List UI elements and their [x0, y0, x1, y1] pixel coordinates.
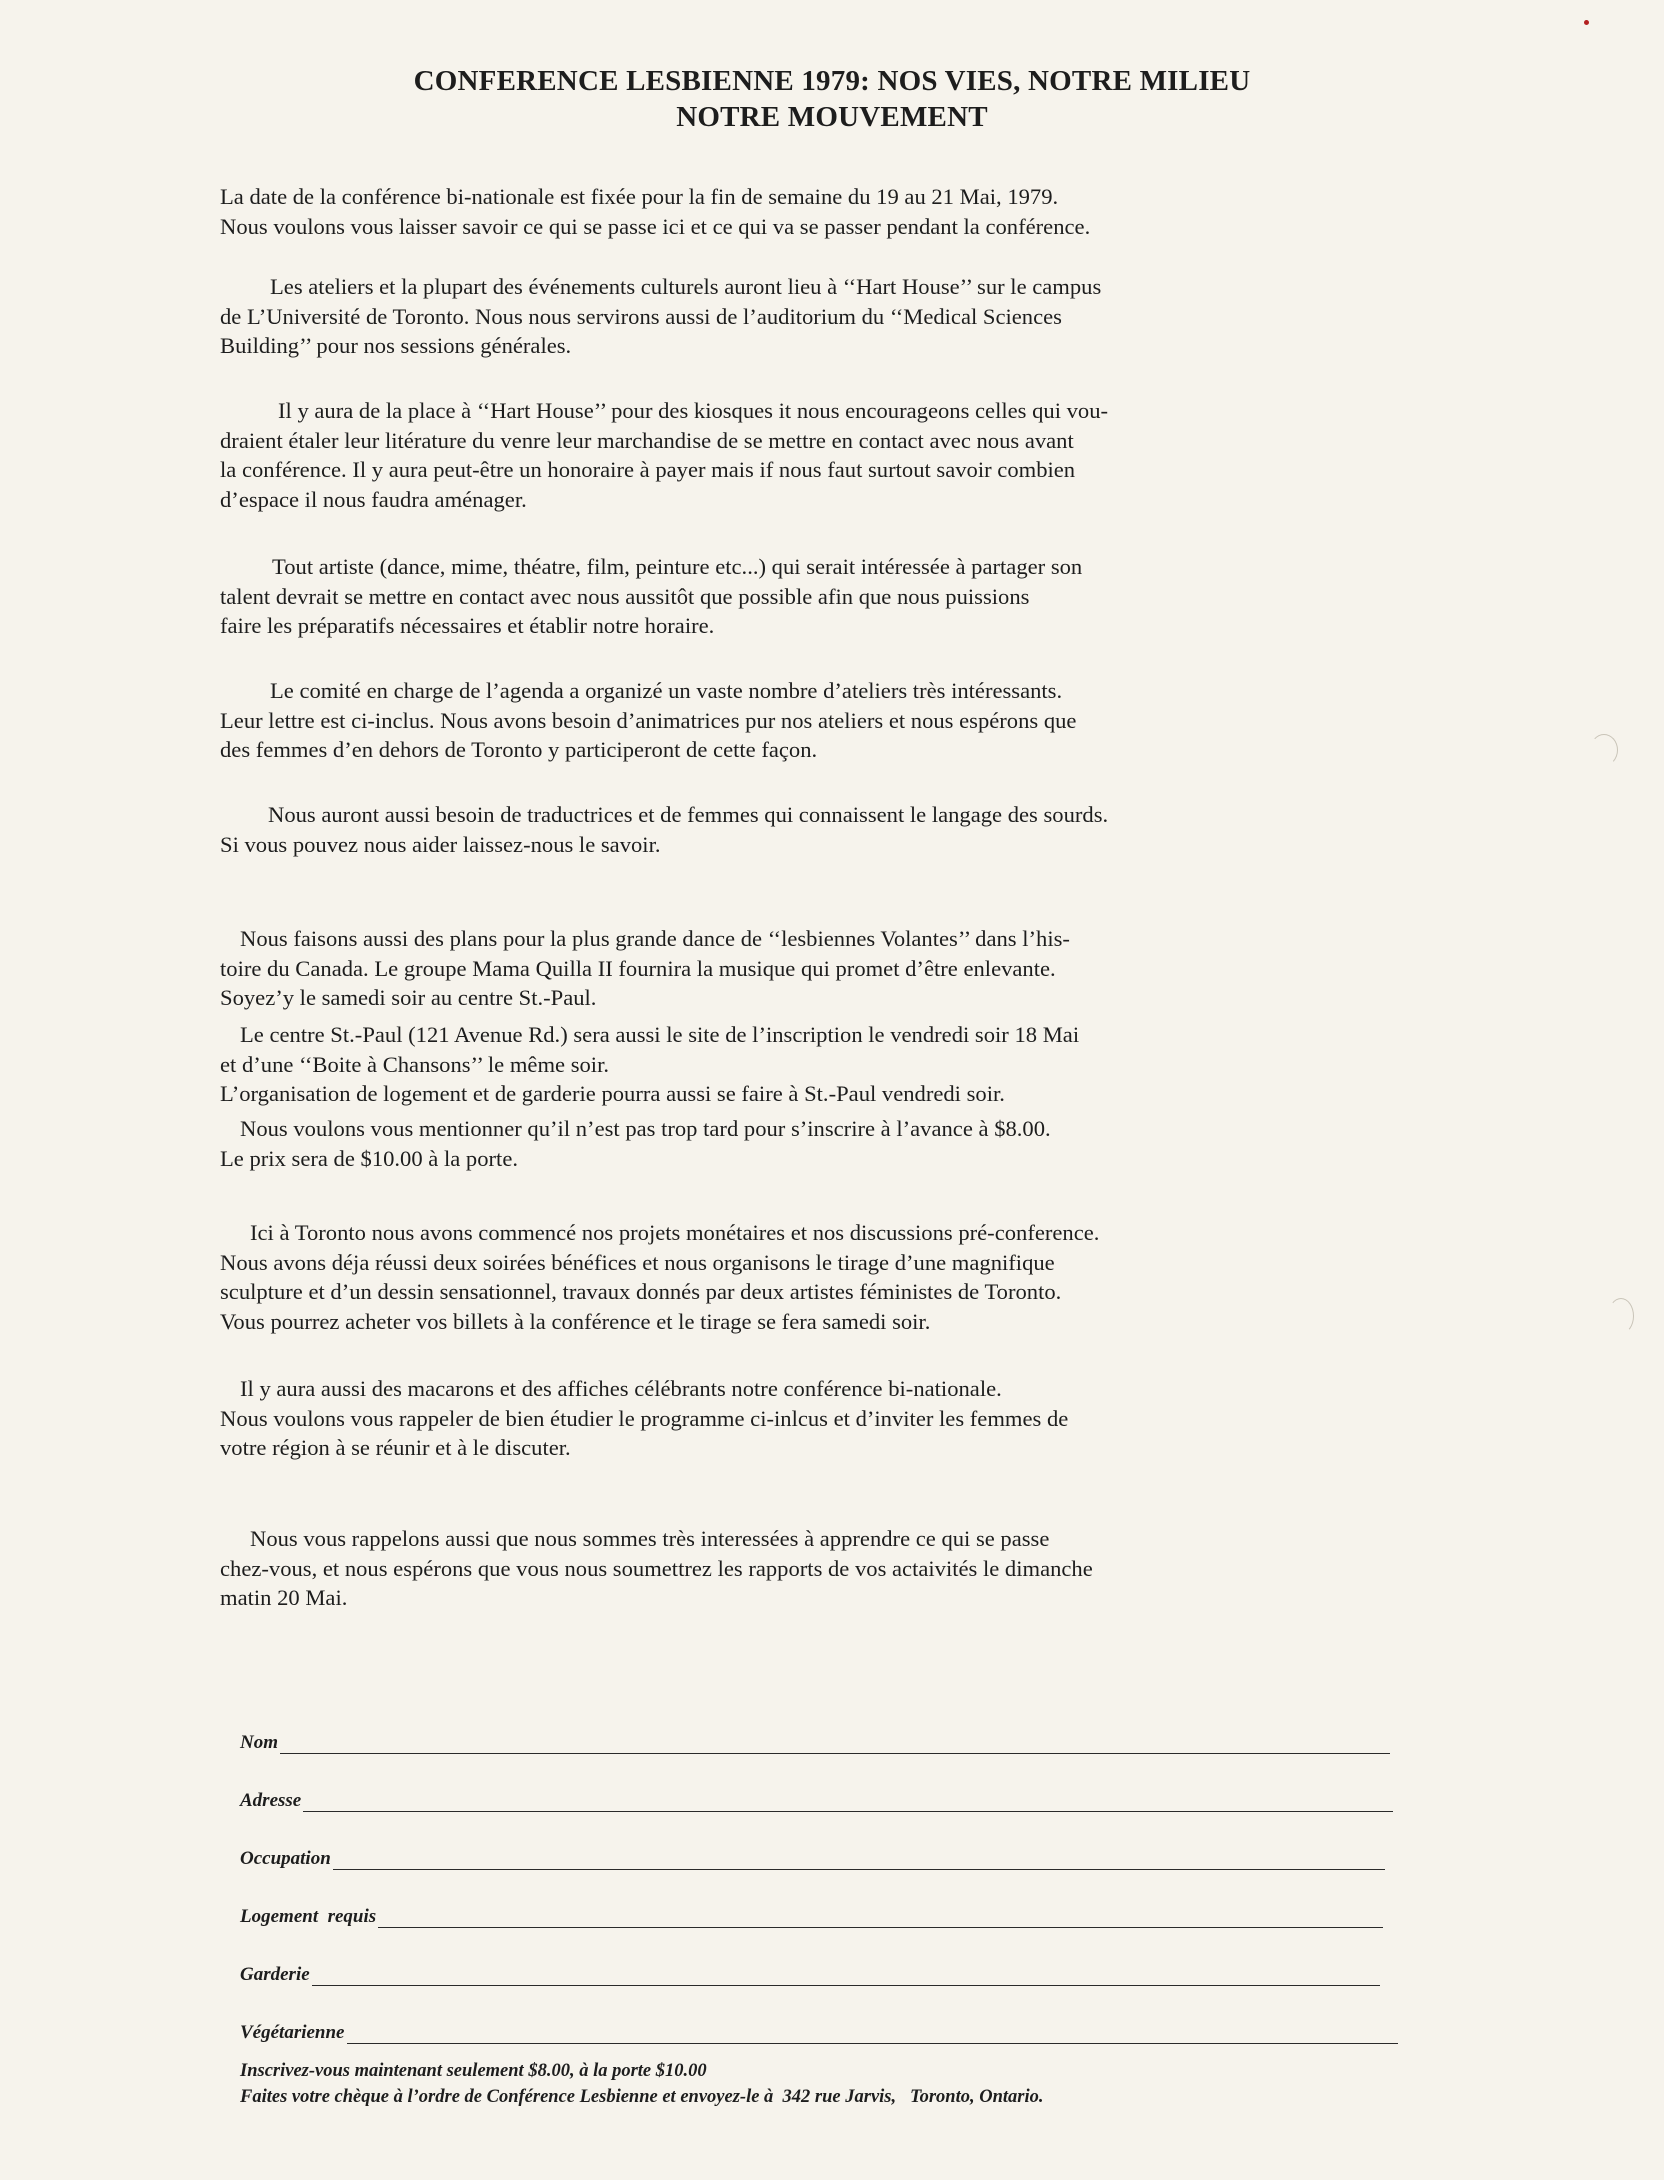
form-row-nom[interactable]	[240, 1720, 1390, 1754]
text-line: toire du Canada. Le groupe Mama Quilla II fournira la musique qui promet d’être enlevante.	[220, 955, 1056, 981]
text-line: Il y aura de la place à ‘‘Hart House’’ pour des kiosques it nous encourageons celles qui vou-	[278, 398, 1109, 423]
text-line: sculpture et d’un dessin sensationnel, travaux donnés par deux artistes féministes de Toronto.	[220, 1279, 1062, 1304]
text-line: Nous faisons aussi des plans pour la plus grande dance de ‘‘lesbiennes Volantes’’ dans l’his-	[240, 926, 1070, 951]
logement-field[interactable]	[378, 1903, 1383, 1928]
form-label-logement: Logement requis	[240, 1906, 377, 1927]
text-line: votre région à se réunir et à le discuter.	[220, 1435, 571, 1460]
paragraph-dance	[220, 924, 1390, 1013]
form-label-adresse: Adresse	[240, 1790, 302, 1811]
nom-field[interactable]	[280, 1729, 1390, 1754]
text-line: La date de la conférence bi-nationale est fixée pour la fin de semaine du 19 au 21 Mai, 1979.	[220, 184, 1059, 209]
paragraph-artists	[220, 552, 1390, 641]
text-line: Leur lettre est ci-inclus. Nous avons besoin d’animatrices pur nos ateliers et nous espérons que	[220, 707, 1077, 733]
text-line: de L’Université de Toronto. Nous nous servirons aussi de l’auditorium du ‘‘Medical Sciences	[220, 303, 1062, 329]
text-line: chez-vous, et nous espérons que vous nous soumettrez les rapports de vos actaivités le dimanche	[220, 1555, 1093, 1581]
text-line: Nous avons déja réussi deux soirées bénéfices et nous organisons le tirage d’une magnifique	[220, 1249, 1055, 1275]
text-line: Nous vous rappelons aussi que nous sommes très interessées à apprendre ce qui se passe	[250, 1526, 1050, 1551]
text-line: d’espace il nous faudra aménager.	[220, 486, 527, 512]
text-line: Vous pourrez acheter vos billets à la conférence et le tirage se fera samedi soir.	[220, 1308, 931, 1334]
text-line: Nous auront aussi besoin de traductrices et de femmes qui connaissent le langage des sourds.	[268, 802, 1109, 827]
text-line: Nous voulons vous mentionner qu’il n’est pas trop tard pour s’inscrire à l’avance à $8.00.	[240, 1116, 1051, 1141]
vegetarienne-field[interactable]	[347, 2019, 1399, 2044]
text-line: draient étaler leur litérature du venre leur marchandise de se mettre en contact avec nous avant	[220, 427, 1074, 453]
ink-speck	[1584, 20, 1589, 25]
show-through-mark	[1608, 1298, 1634, 1334]
form-row-garderie[interactable]	[240, 1952, 1380, 1986]
paragraph-reports	[220, 1524, 1390, 1613]
text-line: Le comité en charge de l’agenda a organizé un vaste nombre d’ateliers très intéressants.	[270, 678, 1063, 703]
form-label-vegetarienne: Végétarienne	[240, 2022, 345, 2043]
text-line: Les ateliers et la plupart des événements culturels auront lieu à ‘‘Hart House’’ sur le campus	[270, 274, 1102, 299]
show-through-mark	[1590, 734, 1618, 766]
document-title-line-2: NOTRE MOUVEMENT	[676, 101, 988, 133]
form-row-vegetarienne[interactable]	[240, 2010, 1398, 2044]
text-line: Tout artiste (dance, mime, théatre, film, peinture etc...) qui serait intéressée à partager son	[272, 554, 1083, 579]
text-line: faire les préparatifs nécessaires et établir notre horaire.	[220, 613, 715, 638]
paragraph-pricing	[220, 1114, 1390, 1173]
paragraph-conference-date	[220, 182, 1390, 241]
document-title-line-1: CONFERENCE LESBIENNE 1979: NOS VIES, NOTRE MILIEU	[413, 65, 1251, 97]
text-line: Building’’ pour nos sessions générales.	[220, 333, 572, 358]
form-row-occupation[interactable]	[240, 1836, 1385, 1870]
paragraph-workshops	[220, 676, 1390, 765]
text-line: Le prix sera de $10.00 à la porte.	[220, 1145, 518, 1171]
text-line: Nous voulons vous laisser savoir ce qui se passe ici et ce qui va se passer pendant la conférence.	[220, 213, 1091, 239]
registration-instructions	[240, 2058, 1420, 2110]
text-line: talent devrait se mettre en contact avec nous aussitôt que possible afin que nous puissions	[220, 583, 1030, 609]
text-line: Nous voulons vous rappeler de bien étudier le programme ci-inlcus et d’inviter les femmes de	[220, 1405, 1069, 1431]
text-line: L’organisation de logement et de garderie pourra aussi se faire à St.-Paul vendredi soir.	[220, 1081, 1005, 1106]
paragraph-registration-site	[220, 1020, 1390, 1109]
payment-instructions: Faites votre chèque à l’ordre de Conférence Lesbienne et envoyez-le à 342 rue Jarvis, Toronto, Ontario.	[240, 2087, 1044, 2107]
text-line: la conférence. Il y aura peut-être un honoraire à payer mais if nous faut surtout savoir combien	[220, 457, 1076, 482]
form-label-occupation: Occupation	[240, 1848, 331, 1869]
text-line: Le centre St.-Paul (121 Avenue Rd.) sera aussi le site de l’inscription le vendredi soir 18 Mai	[240, 1022, 1080, 1047]
occupation-field[interactable]	[333, 1845, 1385, 1870]
form-row-logement[interactable]	[240, 1894, 1383, 1928]
text-line: matin 20 Mai.	[220, 1585, 348, 1610]
paragraph-fundraising	[220, 1218, 1390, 1336]
form-label-garderie: Garderie	[240, 1964, 310, 1985]
text-line: Ici à Toronto nous avons commencé nos projets monétaires et nos discussions pré-conference.	[250, 1220, 1100, 1245]
adresse-field[interactable]	[303, 1787, 1393, 1812]
text-line: et d’une ‘‘Boite à Chansons’’ le même soir.	[220, 1051, 610, 1077]
text-line: Il y aura aussi des macarons et des affiches célébrants notre conférence bi-nationale.	[240, 1376, 1002, 1401]
paragraph-kiosks	[220, 396, 1390, 514]
form-label-nom: Nom	[240, 1732, 278, 1753]
paragraph-translators	[220, 800, 1390, 859]
paragraph-buttons-posters	[220, 1374, 1390, 1463]
form-row-adresse[interactable]	[240, 1778, 1393, 1812]
text-line: des femmes d’en dehors de Toronto y participeront de cette façon.	[220, 737, 818, 762]
text-line: Si vous pouvez nous aider laissez-nous le savoir.	[220, 831, 661, 857]
price-instructions: Inscrivez-vous maintenant seulement $8.00, à la porte $10.00	[240, 2061, 707, 2081]
text-line: Soyez’y le samedi soir au centre St.-Paul.	[220, 985, 597, 1010]
garderie-field[interactable]	[312, 1961, 1380, 1986]
paragraph-venue	[220, 272, 1390, 361]
